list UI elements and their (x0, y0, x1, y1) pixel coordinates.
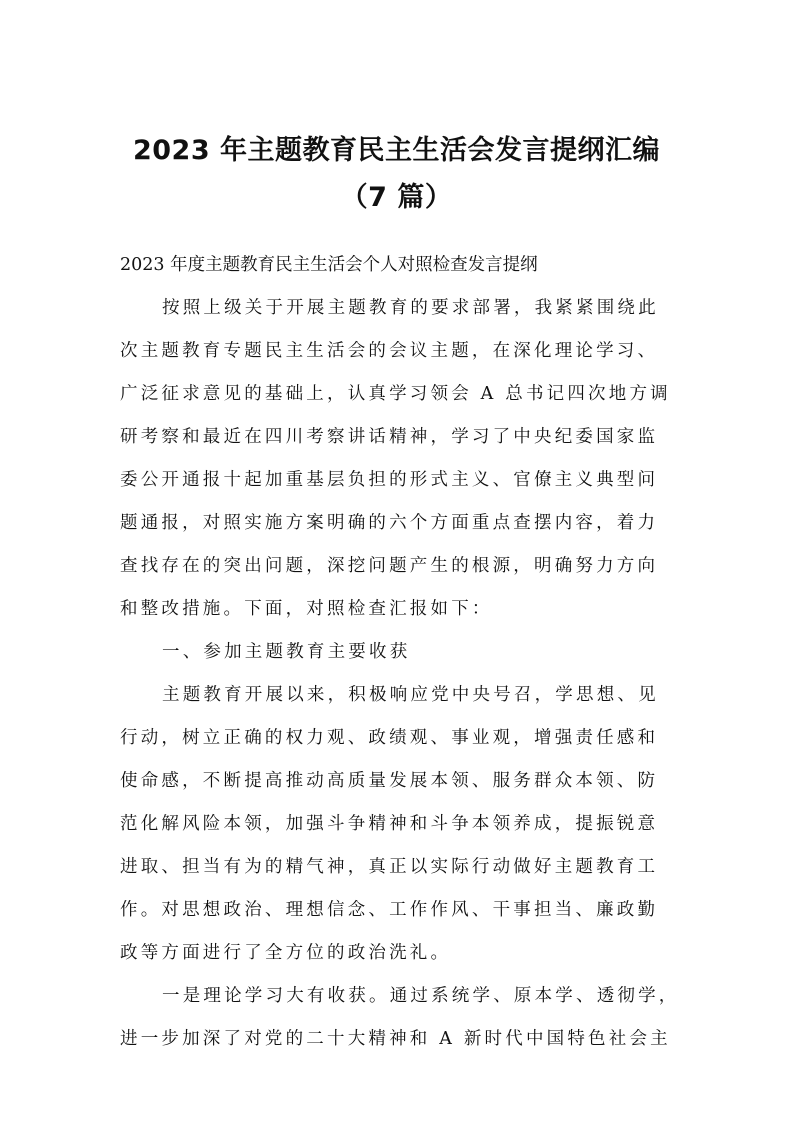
document-title-count: （7 篇） (340, 182, 453, 213)
text-line: 委公开通报十起加重基层负担的形式主义、官僚主义典型问 (120, 470, 659, 490)
text-line: 进一步加深了对党的二十大精神和 A 新时代中国特色社会主 (120, 1029, 671, 1049)
text-line: 研考察和最近在四川考察讲话精神，学习了中央纪委国家监 (120, 427, 659, 447)
text-line: 政等方面进行了全方位的政治洗礼。 (120, 943, 452, 963)
document-subtitle: 2023 年度主题教育民主生活会个人对照检查发言提纲 (120, 255, 538, 275)
text-line: 次主题教育专题民主生活会的会议主题，在深化理论学习、 (120, 341, 659, 361)
text-line: 作。对思想政治、理想信念、工作作风、干事担当、廉政勤 (120, 900, 659, 920)
section-heading: 一、参加主题教育主要收获 (162, 642, 411, 662)
text-line: 题通报，对照实施方案明确的六个方面重点查摆内容，着力 (120, 513, 659, 533)
text-line: 行动，树立正确的权力观、政绩观、事业观，增强责任感和 (120, 728, 659, 748)
text-line: 主题教育开展以来，积极响应党中央号召，学思想、见 (162, 685, 659, 705)
text-line: 进取、担当有为的精气神，真正以实际行动做好主题教育工 (120, 857, 659, 877)
text-line: 查找存在的突出问题，深挖问题产生的根源，明确努力方向 (120, 556, 659, 576)
text-line: 一是理论学习大有收获。通过系统学、原本学、透彻学， (162, 986, 680, 1006)
text-line: 广泛征求意见的基础上，认真学习领会 A 总书记四次地方调 (120, 384, 671, 404)
text-line: 使命感，不断提高推动高质量发展本领、服务群众本领、防 (120, 771, 659, 791)
text-line: 范化解风险本领，加强斗争精神和斗争本领养成，提振锐意 (120, 814, 659, 834)
text-line: 按照上级关于开展主题教育的要求部署，我紧紧围绕此 (162, 298, 659, 318)
document-title: 2023 年主题教育民主生活会发言提纲汇编 (132, 135, 661, 166)
text-line: 和整改措施。下面，对照检查汇报如下： (120, 599, 493, 619)
